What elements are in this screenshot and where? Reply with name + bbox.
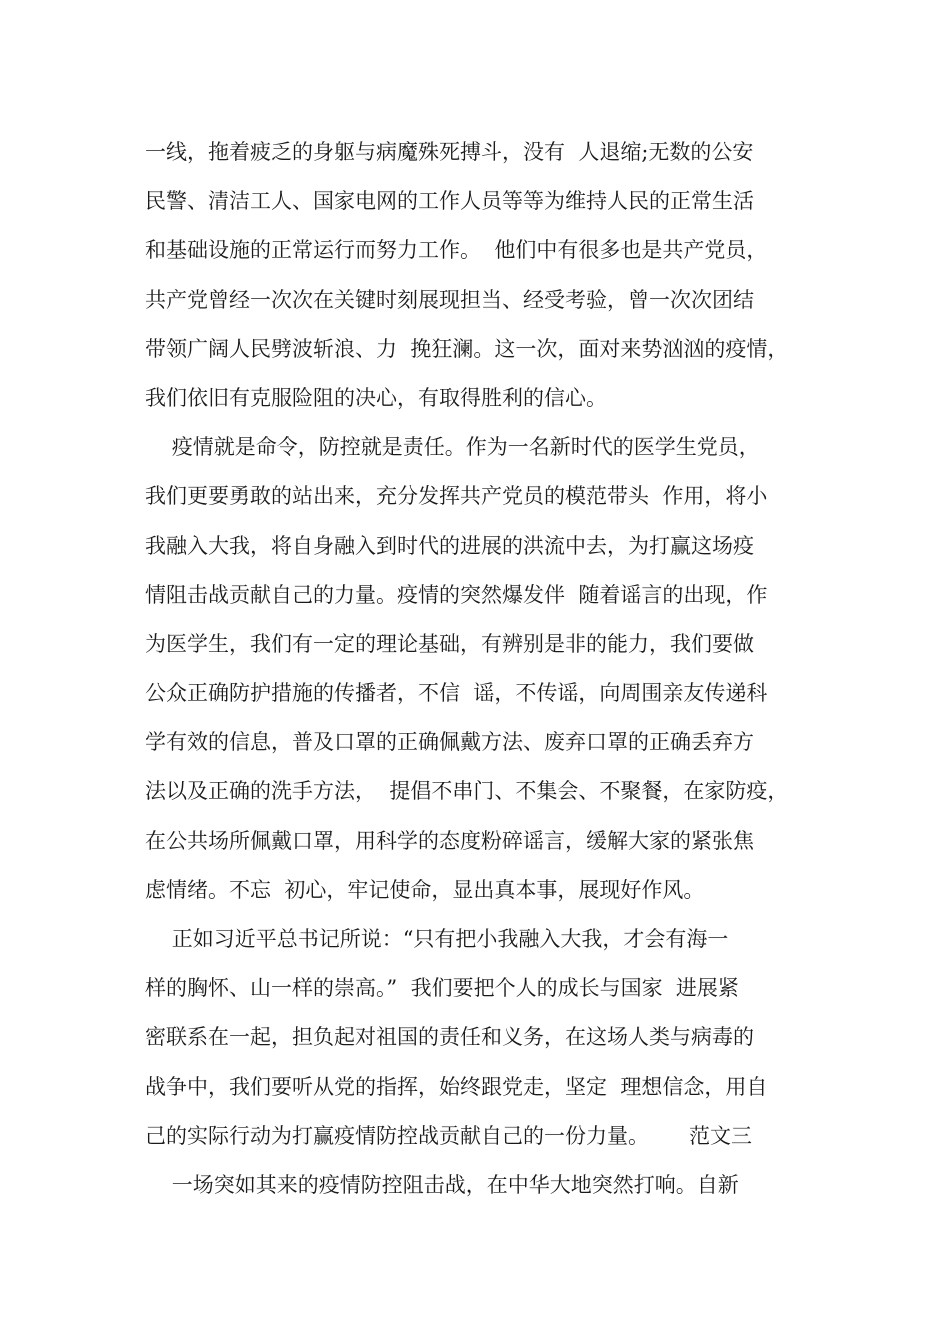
text-line: 正如习近平总书记所说：“只有把小我融入大我，才会有海一 bbox=[145, 927, 729, 951]
body-text bbox=[145, 128, 825, 1210]
text-line: 和基础设施的正常运行而努力工作。 他们中有很多也是共产党员， bbox=[145, 238, 768, 263]
text-line: 疫情就是命令，防控就是责任。作为一名新时代的医学生党员， bbox=[145, 435, 760, 460]
text-line: 学有效的信息，普及口罩的正确佩戴方法、废弃口罩的正确丢弃方 bbox=[145, 730, 754, 755]
text-line: 样的胸怀、山一样的崇高。” 我们要把个人的成长与国家 进展紧 bbox=[145, 976, 739, 1001]
text-line: 我们依旧有克服险阻的决心，有取得胜利的信心。 bbox=[145, 385, 607, 410]
text-line: 战争中，我们要听从党的指挥，始终跟党走，坚定 理想信念，用自 bbox=[145, 1074, 768, 1099]
text-line: 密联系在一起，担负起对祖国的责任和义务，在这场人类与病毒的 bbox=[145, 1025, 754, 1050]
text-line: 一线，拖着疲乏的身躯与病魔殊死搏斗，没有 人退缩;无数的公安 bbox=[145, 140, 754, 164]
text-line: 带领广阔人民劈波斩浪、力 挽狂澜。这一次，面对来势汹汹的疫情， bbox=[145, 336, 789, 361]
text-line: 法以及正确的洗手方法， 提倡不串门、不集会、不聚餐，在家防疫， bbox=[145, 779, 789, 804]
text-line: 民警、清洁工人、国家电网的工作人员等等为维持人民的正常生活 bbox=[145, 189, 754, 214]
text-line: 我们更要勇敢的站出来，充分发挥共产党员的模范带头 作用，将小 bbox=[145, 484, 768, 509]
text-line: 虑情绪。不忘 初心，牢记使命，显出真本事，展现好作风。 bbox=[145, 877, 705, 902]
text-line: 我融入大我，将自身融入到时代的进展的洪流中去，为打赢这场疫 bbox=[145, 533, 754, 558]
text-line: 情阻击战贡献自己的力量。疫情的突然爆发伴 随着谣言的出现，作 bbox=[145, 582, 768, 607]
text-line: 为医学生，我们有一定的理论基础，有辨别是非的能力，我们要做 bbox=[145, 631, 754, 656]
text-line: 己的实际行动为打赢疫情防控战贡献自己的一份力量。 范文三 bbox=[145, 1123, 753, 1148]
text-line: 共产党曾经一次次在关键时刻展现担当、经受考验，曾一次次团结 bbox=[145, 287, 754, 312]
text-line: 在公共场所佩戴口罩，用科学的态度粉碎谣言，缓解大家的紧张焦 bbox=[145, 828, 754, 853]
text-line: 一场突如其来的疫情防控阻击战，在中华大地突然打响。自新 bbox=[145, 1172, 739, 1197]
text-line: 公众正确防护措施的传播者，不信 谣，不传谣，向周围亲友传递科 bbox=[145, 681, 768, 706]
